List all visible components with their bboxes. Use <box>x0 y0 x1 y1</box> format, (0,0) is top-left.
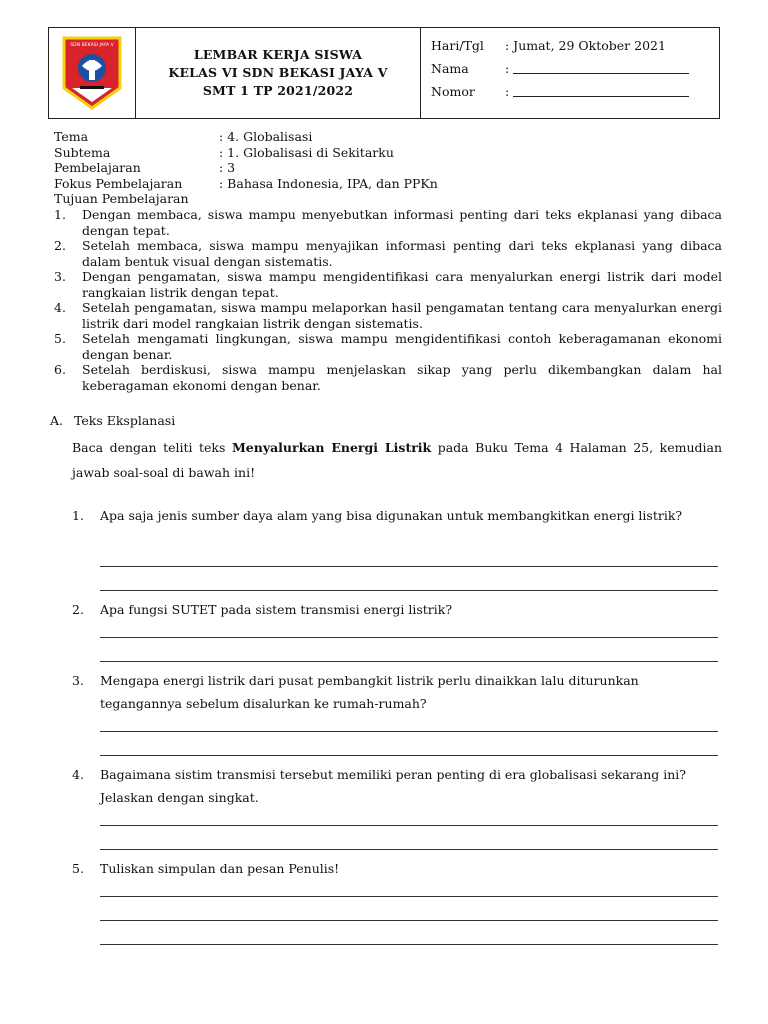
intro-text-bold: Menyalurkan Energi Listrik <box>231 440 432 455</box>
answer-line[interactable] <box>100 731 718 732</box>
answer-line[interactable] <box>100 755 718 756</box>
logo-cell <box>49 28 136 118</box>
info-row-date <box>431 38 719 61</box>
info-row-number <box>431 84 719 107</box>
date-value: : Jumat, 29 Oktober 2021 <box>505 38 666 53</box>
name-field[interactable] <box>513 61 689 74</box>
answer-line[interactable] <box>100 920 718 921</box>
list-item <box>54 238 722 269</box>
question-number: 3. <box>72 673 84 688</box>
list-item <box>54 300 722 331</box>
section-title: Teks Eksplanasi <box>74 413 176 428</box>
goal-text: Dengan membaca, siswa mampu menyebutkan informasi penting dari teks ekplanasi yang dibaca dengan tepat. <box>82 207 722 238</box>
question-number: 1. <box>72 508 84 523</box>
date-label: Hari/Tgl <box>431 38 484 53</box>
goal-number: 5. <box>54 331 66 346</box>
number-label: Nomor <box>431 84 475 99</box>
meta-row-subtheme <box>54 145 438 161</box>
meta-row-theme <box>54 129 438 145</box>
question-5 <box>72 857 720 880</box>
list-item <box>54 362 722 393</box>
question-number: 5. <box>72 861 84 876</box>
name-label: Nama <box>431 61 469 76</box>
worksheet-header <box>48 27 720 119</box>
answer-line[interactable] <box>100 566 718 567</box>
section-a <box>50 412 722 485</box>
list-item <box>54 331 722 362</box>
learning-goals <box>54 207 722 393</box>
meta-label: Tema <box>54 129 89 144</box>
section-instructions <box>72 435 722 485</box>
answer-line[interactable] <box>100 896 718 897</box>
goal-text: Dengan pengamatan, siswa mampu mengidentifikasi cara menyalurkan energi listrik dari model rangkaian listrik dengan tepat. <box>82 269 722 300</box>
intro-text-end: pada Buku Tema 4 Halaman 25, kemudian jawab soal-soal di bawah ini! <box>72 440 722 480</box>
meta-value: : 3 <box>219 160 236 175</box>
title-line-1: LEMBAR KERJA SISWA <box>193 47 363 62</box>
goal-text: Setelah berdiskusi, siswa mampu menjelaskan sikap yang perlu dikembangkan dalam hal keberagaman ekonomi dengan benar. <box>82 362 722 393</box>
goal-number: 2. <box>54 238 66 253</box>
goal-number: 1. <box>54 207 66 222</box>
question-text: Bagaimana sistim transmisi tersebut memiliki peran penting di era globalisasi sekarang ini? Jelaskan dengan singkat. <box>100 767 686 805</box>
question-number: 2. <box>72 602 84 617</box>
meta-label: Tujuan Pembelajaran <box>54 191 189 206</box>
meta-row-focus <box>54 176 438 192</box>
meta-value: : 4. Globalisasi <box>219 129 313 144</box>
school-logo <box>60 36 124 110</box>
number-colon: : <box>505 84 510 99</box>
answer-line[interactable] <box>100 590 718 591</box>
info-row-name <box>431 61 719 84</box>
intro-text-start: Baca dengan teliti teks <box>72 440 232 455</box>
list-item <box>54 207 722 238</box>
name-colon: : <box>505 61 510 76</box>
worksheet-title <box>136 28 421 118</box>
meta-row-goals <box>54 191 438 207</box>
answer-line[interactable] <box>100 637 718 638</box>
section-letter: A. <box>50 413 64 428</box>
title-line-2: KELAS VI SDN BEKASI JAYA V <box>168 65 388 80</box>
meta-label: Fokus Pembelajaran <box>54 175 183 191</box>
answer-line[interactable] <box>100 849 718 850</box>
list-item <box>54 269 722 300</box>
answer-line[interactable] <box>100 661 718 662</box>
goal-number: 3. <box>54 269 66 284</box>
question-1 <box>72 504 720 527</box>
meta-row-lesson <box>54 160 438 176</box>
question-4 <box>72 763 720 809</box>
question-text: Mengapa energi listrik dari pusat pembangkit listrik perlu dinaikkan lalu diturunkan tegangannya sebelum disalurkan ke rumah-rumah? <box>100 673 639 711</box>
goal-text: Setelah membaca, siswa mampu menyajikan informasi penting dari teks ekplanasi yang dibaca dalam bentuk visual dengan sistematis. <box>82 238 722 269</box>
question-text: Apa fungsi SUTET pada sistem transmisi energi listrik? <box>100 602 453 617</box>
goal-number: 4. <box>54 300 66 315</box>
section-heading <box>50 412 722 430</box>
question-3 <box>72 669 720 715</box>
question-number: 4. <box>72 767 84 782</box>
answer-line[interactable] <box>100 825 718 826</box>
goal-text: Setelah pengamatan, siswa mampu melaporkan hasil pengamatan tentang cara menyalurkan energi listrik dari model rangkaian listrik dengan sistematis. <box>82 300 722 331</box>
goal-number: 6. <box>54 362 66 377</box>
logo-text: SDN BEKASI JAYA V <box>70 43 114 48</box>
title-line-3: SMT 1 TP 2021/2022 <box>202 83 354 98</box>
meta-value: : 1. Globalisasi di Sekitarku <box>219 144 394 160</box>
meta-value: : Bahasa Indonesia, IPA, dan PPKn <box>219 175 438 191</box>
lesson-meta <box>54 129 438 207</box>
student-info <box>421 28 719 118</box>
meta-label: Subtema <box>54 144 111 160</box>
question-2 <box>72 598 720 621</box>
goal-text: Setelah mengamati lingkungan, siswa mampu mengidentifikasi contoh keberagamanan ekonomi dengan benar. <box>82 331 722 362</box>
question-text: Tuliskan simpulan dan pesan Penulis! <box>100 861 340 876</box>
number-field[interactable] <box>513 84 689 97</box>
answer-line[interactable] <box>100 944 718 945</box>
question-text: Apa saja jenis sumber daya alam yang bisa digunakan untuk membangkitkan energi listrik? <box>100 508 683 523</box>
meta-label: Pembelajaran <box>54 160 141 175</box>
